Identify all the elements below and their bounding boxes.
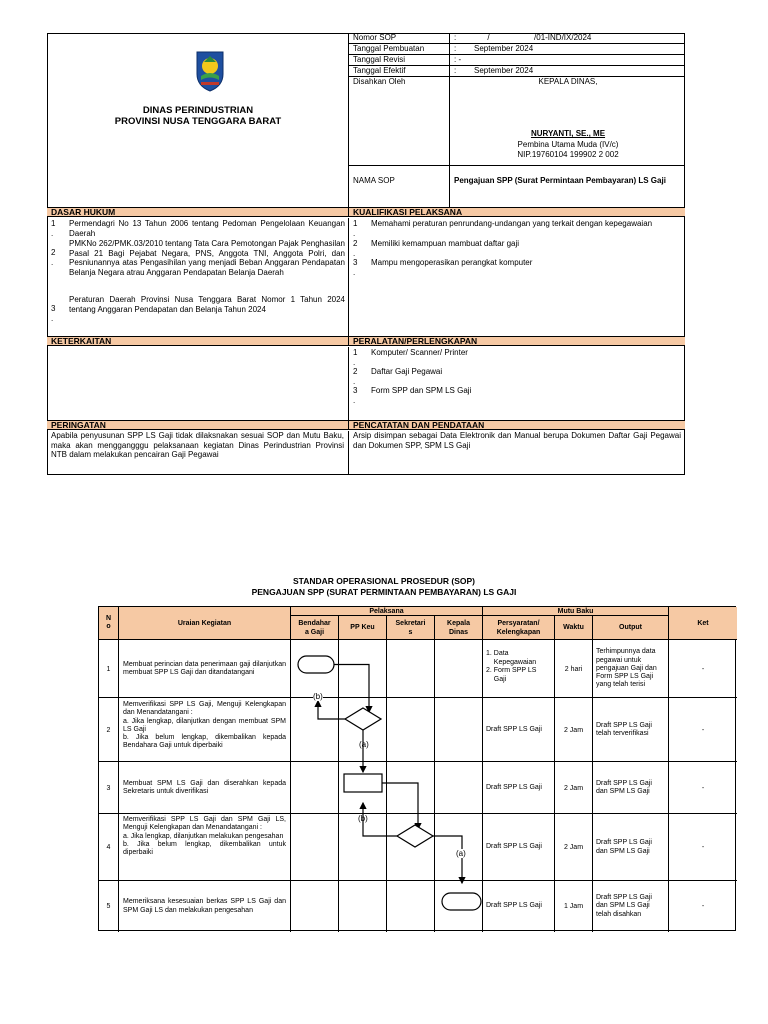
decision-diamond-icon: [397, 825, 433, 847]
row-no: 4: [99, 814, 119, 881]
meta-value: : / /01-IND/IX/2024: [449, 33, 685, 44]
peringatan-text: Apabila penyusunan SPP LS Gaji tidak dilaksnakan sesuai SOP dan Mutu Baku, maka akan menggangggu pelaksanaan kegiatan Dinas Perindustrian Provinsi NTB dalam melakukan pencairan Gaji Pegawai: [47, 431, 349, 475]
flowchart: [99, 607, 737, 932]
row-uraian: Memverifikasi SPP LS Gaji, Menguji Kelengkapan dan Menandatangani : a. Jika lengkap, dilanjutkan dengan membuat SPM LS Gaji b. Jika belum lengkap, dikembalikan kepada Bendahara Gaji untuk diperbaiki: [119, 698, 291, 762]
row-no: 1: [99, 640, 119, 698]
meta-value: : September 2024: [449, 44, 685, 55]
list-item: Komputer/ Scanner/ Printer: [371, 348, 468, 357]
header-ppkeu: PP Keu: [339, 616, 387, 640]
row-waktu: 2 hari: [555, 640, 593, 698]
list-item: Memiliki kemampuan mambuat daftar gaji: [371, 239, 520, 248]
list-item: Daftar Gaji Pegawai: [371, 367, 443, 376]
flow-label-a: (a): [456, 849, 466, 858]
section-pencatatan: PENCATATAN DAN PENDATAAN: [349, 420, 685, 430]
row-no: 3: [99, 762, 119, 814]
keterkaitan-content: [47, 347, 349, 420]
sop-flow-title: [0, 576, 768, 597]
header-sekretaris: Sekretari s: [387, 616, 435, 640]
flow-label-b: (b): [358, 814, 368, 823]
header-pelaksana: Pelaksana: [291, 607, 483, 616]
header-uraian: Uraian Kegiatan: [119, 607, 291, 640]
header-kepala: Kepala Dinas: [435, 616, 483, 640]
sop-flow-table: [98, 606, 736, 931]
row-uraian: Memeriksana kesesuaian berkas SPP LS Gaji dan SPM Gaji LS dan melakukan pengesahan: [119, 881, 291, 932]
disahkan-label: Disahkan Oleh: [353, 77, 406, 86]
row-uraian: Membuat SPM LS Gaji dan diserahkan kepada Sekretaris untuk diverifikasi: [119, 762, 291, 814]
signer-nip: NIP.19760104 199902 2 002: [517, 150, 619, 159]
list-number: 2 .: [51, 248, 56, 267]
sop-flow-title-line1: STANDAR OPERASIONAL PROSEDUR (SOP): [293, 576, 475, 586]
list-number: 2 .: [353, 239, 358, 258]
list-item: Mampu mengoperasikan perangkat komputer: [371, 258, 533, 267]
section-kualifikasi: KUALIFIKASI PELAKSANA: [349, 207, 685, 217]
row-output: Draft SPP LS Gaji dan SPM LS Gaji telah disahkan: [593, 881, 669, 932]
meta-value: : -: [449, 55, 685, 66]
row-waktu: 2 Jam: [555, 698, 593, 762]
flow-label-b: (b): [313, 692, 323, 701]
nama-sop-value: Pengajuan SPP (Surat Permintaan Pembayaran) LS Gaji: [449, 166, 685, 207]
org-name-line1: DINAS PERINDUSTRIAN: [142, 105, 254, 116]
row-output: Draft SPP LS Gaji dan SPM LS Gaji: [593, 814, 669, 881]
province-emblem-icon: [195, 50, 225, 92]
pencatatan-text: Arsip disimpan sebagai Data Elektronik dan Manual berupa Dokumen Daftar Gaji Pegawai dan Dokumen SPP, SPM LS Gaji: [353, 431, 681, 450]
meta-label: Tanggal Efektif: [353, 66, 406, 75]
list-number: 1 .: [353, 348, 358, 367]
flow-label-a: (a): [359, 740, 369, 749]
row-syarat: Draft SPP LS Gaji: [483, 698, 555, 762]
header-waktu: Waktu: [555, 616, 593, 640]
process-box-icon: [344, 774, 382, 792]
meta-label: Tanggal Pembuatan: [353, 44, 425, 53]
row-no: 2: [99, 698, 119, 762]
section-dasar-hukum: DASAR HUKUM: [47, 207, 349, 217]
meta-table: [349, 33, 685, 207]
row-ket: -: [701, 903, 705, 910]
row-ket: -: [701, 726, 705, 734]
row-waktu: 1 Jam: [555, 881, 593, 932]
list-number: 2 .: [353, 367, 358, 386]
header-persyaratan: Persyaratan/ Kelengkapan: [483, 616, 555, 640]
header-output: Output: [593, 616, 669, 640]
list-number: 1 .: [353, 219, 358, 238]
row-ket: -: [701, 665, 705, 673]
row-uraian: Membuat perincian data penerimaan gaji dilanjutkan membuat SPP LS Gaji dan ditandatangani: [119, 640, 291, 698]
row-syarat: Draft SPP LS Gaji: [483, 762, 555, 814]
row-waktu: 2 Jam: [555, 762, 593, 814]
row-syarat: Draft SPP LS Gaji: [483, 814, 555, 881]
row-syarat: Draft SPP LS Gaji: [483, 881, 555, 932]
header-no: N o: [99, 607, 119, 640]
end-terminator-icon: [442, 893, 481, 910]
list-number: 3 .: [353, 386, 358, 405]
row-uraian: Memverifikasi SPP LS Gaji dan SPM Gaji LS, Menguji Kelengkapan dan Menandatangani : a. Jika lengkap, dilanjutkan melakukan pengesahan b. Jika belum lengkap, dikembalikan untuk diperbaiki: [119, 814, 291, 881]
section-peralatan: PERALATAN/PERLENGKAPAN: [349, 336, 685, 346]
row-output: Draft SPP LS Gaji telah terverifikasi: [593, 698, 669, 762]
meta-value: : September 2024: [449, 66, 685, 77]
meta-label: Tanggal Revisi: [353, 55, 406, 64]
list-item: Memahami peraturan penrundang-undangan yang terkait dengan kepegawaian: [371, 219, 653, 228]
org-name-line2: PROVINSI NUSA TENGGARA BARAT: [114, 116, 282, 127]
kualifikasi-list: [349, 218, 685, 336]
dasar-hukum-list: [47, 218, 349, 336]
row-ket: -: [701, 844, 705, 851]
header-bendahara: Bendahar a Gaji: [291, 616, 339, 640]
sop-flow-title-line2: PENGAJUAN SPP (SURAT PERMINTAAN PEMBAYARAN) LS GAJI: [251, 586, 517, 597]
row-no: 5: [99, 881, 119, 932]
list-item: Peraturan Daerah Provinsi Nusa Tenggara Barat Nomor 1 Tahun 2024 tentang Anggaran Pendapatan dan Belanja Tahun 2024: [69, 295, 345, 314]
peralatan-list: [349, 347, 685, 420]
list-number: 3 .: [51, 304, 56, 323]
row-output: Draft SPP LS Gaji dan SPM LS Gaji: [593, 762, 669, 814]
section-keterkaitan: KETERKAITAN: [47, 336, 349, 346]
list-item: Form SPP dan SPM LS Gaji: [371, 386, 472, 395]
start-terminator-icon: [298, 656, 334, 673]
decision-diamond-icon: [345, 708, 381, 730]
meta-label: Nomor SOP: [353, 33, 397, 42]
org-block: [47, 33, 349, 207]
header-ket: Ket: [669, 607, 737, 640]
list-item: PMKNo 262/PMK.03/2010 tentang Tata Cara Pemotongan Pajak Penghasilan Pasal 21 Bagi Pejabat Negara, PNS, Anggota TNI, Anggota Polri, dan Pesniunannya atas Pengasihilan yang menjadi Beban Anggaran Pendapatan Belanja Negara atrau Anggaran Pendapatan Belanja Daerah: [69, 239, 345, 277]
row-ket: -: [701, 784, 705, 792]
list-item: Permendagri No 13 Tahun 2006 tentang Pedoman Pengelolaan Keuangan Daerah: [69, 219, 345, 238]
section-peringatan: PERINGATAN: [47, 420, 349, 430]
nama-sop-label: NAMA SOP: [353, 176, 395, 185]
row-syarat: 1. Data Kepegawaian 2. Form SPP LS Gaji: [483, 640, 555, 698]
signer-name: NURYANTI, SE., ME: [530, 129, 606, 138]
list-number: 1 .: [51, 219, 56, 238]
list-number: 3 .: [353, 258, 358, 277]
row-output: Terhimpunnya data pegawai untuk pengajuan Gaji dan Form SPP LS Gaji yang telah terisi: [593, 640, 669, 698]
row-waktu: 2 Jam: [555, 814, 593, 881]
signer-rank: Pembina Utama Muda (IV/c): [517, 140, 619, 149]
kepala-dinas-title: KEPALA DINAS,: [538, 77, 598, 86]
header-mutu-baku: Mutu Baku: [483, 607, 669, 616]
